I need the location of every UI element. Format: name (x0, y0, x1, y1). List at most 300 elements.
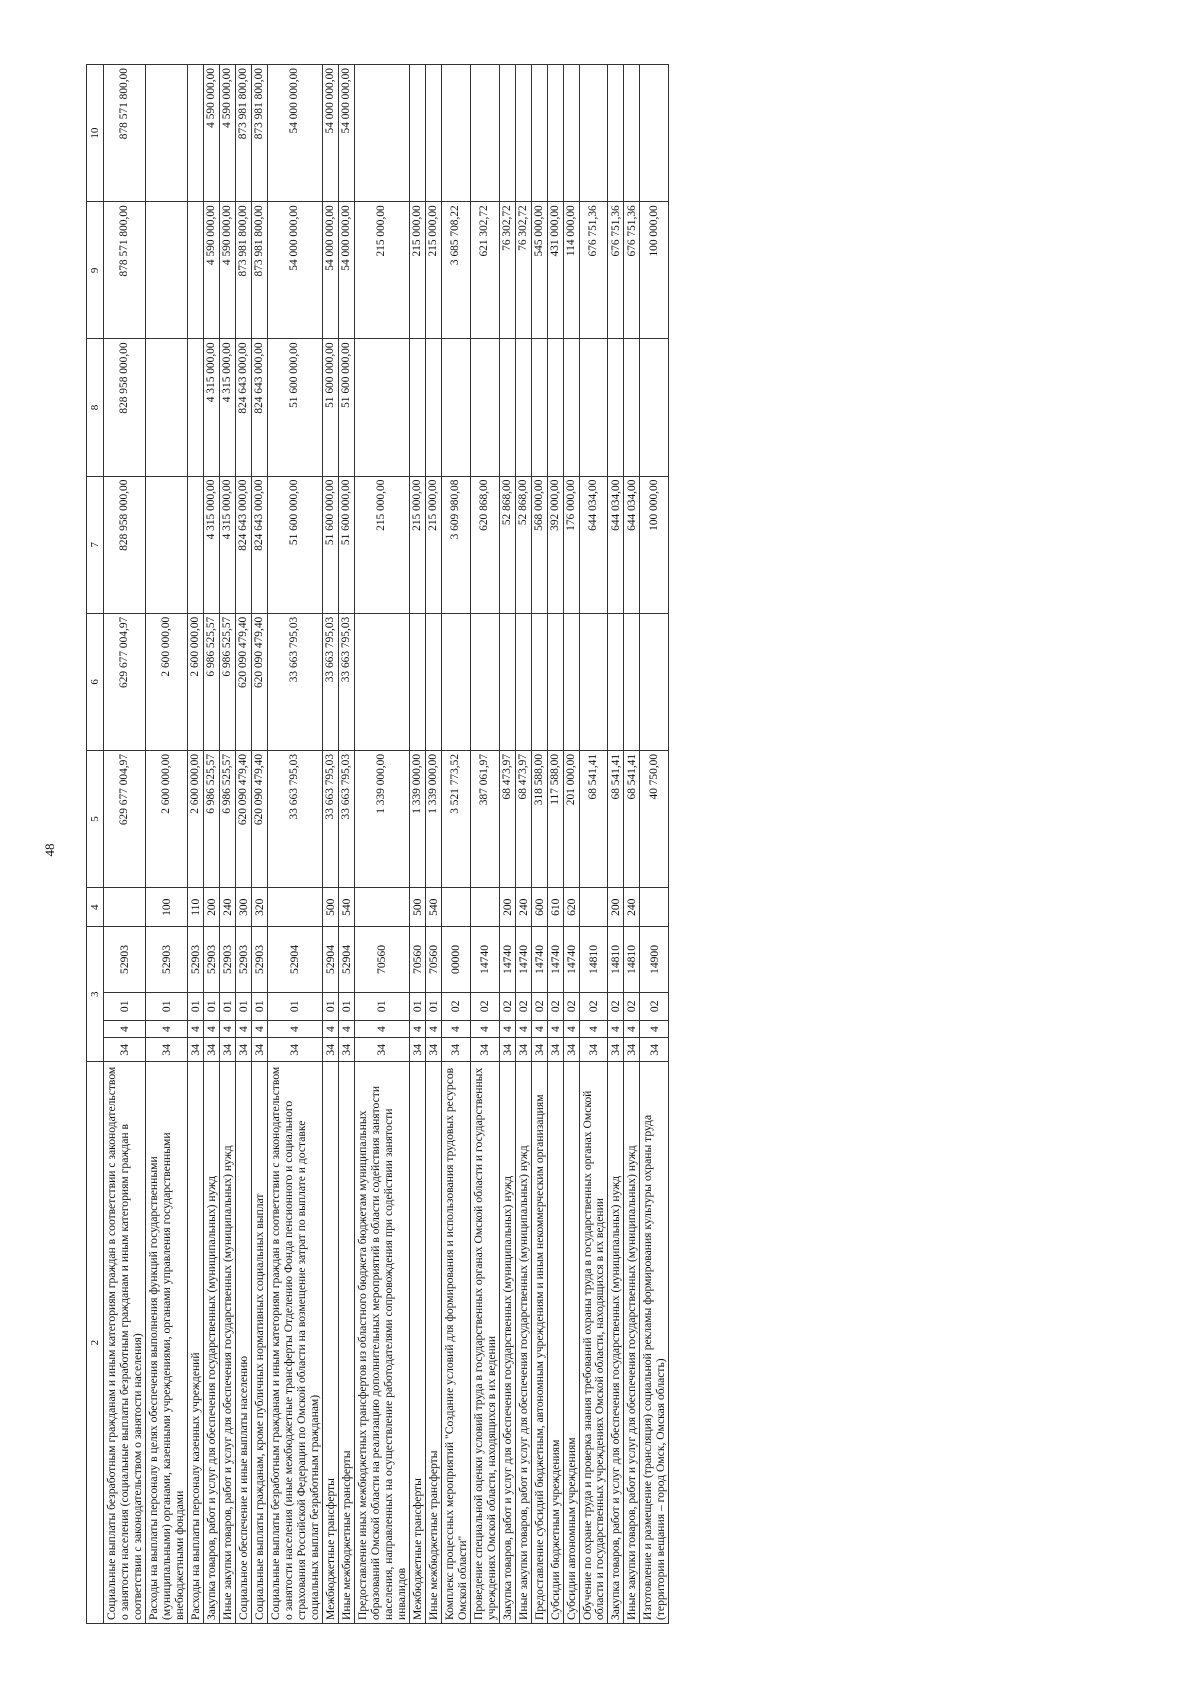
code-part-2: 4 (409, 1020, 425, 1037)
table-row (547, 65, 563, 1624)
value-col-10: 54 000 000,00 (338, 65, 354, 202)
value-col-5: 33 663 795,03 (267, 750, 322, 887)
code-part-4: 70560 (409, 927, 425, 992)
value-col-10: 873 981 800,00 (235, 65, 251, 202)
value-col-6: 33 663 795,03 (322, 613, 338, 750)
code-part-3: 02 (470, 992, 499, 1020)
row-name-cell: Субсидии бюджетным учреждениям (547, 1062, 563, 1624)
value-col-7: 51 600 000,00 (338, 476, 354, 613)
header-cell: 4 (87, 888, 104, 927)
row-name-cell: Закупка товаров, работ и услуг для обеспечения государственных (муниципальных) нужд (203, 1062, 219, 1624)
code-part-3: 01 (203, 992, 219, 1020)
code-part-1: 34 (338, 1038, 354, 1062)
value-col-5: 1 339 000,00 (409, 750, 425, 887)
header-row (87, 65, 104, 1624)
value-col-8: 51 600 000,00 (267, 339, 322, 476)
expense-type-code: 500 (322, 888, 338, 927)
value-col-8 (640, 339, 669, 476)
code-part-4: 52903 (235, 927, 251, 992)
row-name-cell: Иные закупки товаров, работ и услуг для обеспечения государственных (муниципальных) нужд (515, 1062, 531, 1624)
code-part-2: 4 (579, 1020, 608, 1037)
table-row (579, 65, 608, 1624)
table-row (267, 65, 322, 1624)
value-col-9: 621 302,72 (470, 202, 499, 339)
code-part-1: 34 (579, 1038, 608, 1062)
code-part-3: 02 (579, 992, 608, 1020)
row-name-cell: Социальные выплаты безработным гражданам и иным категориям граждан в соответствии с законодательством о занятости населения (иные межбюджетные трансферты Отделению Фонда пенсионного и социального страхования Российской Федерации по Омской области на возмещение затрат по выплате и доставке социальных выплат безработным гражданам) (267, 1062, 322, 1624)
row-name-cell: Социальное обеспечение и иные выплаты населению (235, 1062, 251, 1624)
code-part-3: 02 (515, 992, 531, 1020)
code-part-1: 34 (470, 1038, 499, 1062)
value-col-6 (441, 613, 470, 750)
code-part-2: 4 (640, 1020, 669, 1037)
value-col-8 (499, 339, 515, 476)
code-part-3: 02 (608, 992, 624, 1020)
code-part-2: 4 (441, 1020, 470, 1037)
value-col-7: 644 034,00 (579, 476, 608, 613)
code-part-3: 02 (640, 992, 669, 1020)
row-name-cell: Субсидии автономным учреждениям (563, 1062, 579, 1624)
value-col-7: 824 643 000,00 (235, 476, 251, 613)
code-part-4: 70560 (354, 927, 409, 992)
value-col-7: 828 958 000,00 (104, 476, 146, 613)
value-col-8 (608, 339, 624, 476)
value-col-8 (531, 339, 547, 476)
expense-type-code: 320 (251, 888, 267, 927)
row-name-cell: Социальные выплаты безработным гражданам и иным категориям граждан в соответствии с законодательством о занятости населения (социальные выплаты безработным гражданам и иным категориям граждан в соответствии с законодательством о занятости населения) (104, 1062, 146, 1624)
value-col-9: 873 981 800,00 (251, 202, 267, 339)
code-part-1: 34 (145, 1038, 187, 1062)
expense-type-code (104, 888, 146, 927)
expense-type-code: 110 (187, 888, 203, 927)
code-part-2: 4 (608, 1020, 624, 1037)
value-col-10 (425, 65, 441, 202)
code-part-4: 52904 (338, 927, 354, 992)
code-part-2: 4 (515, 1020, 531, 1037)
value-col-9: 3 685 708,22 (441, 202, 470, 339)
value-col-7: 3 609 980,08 (441, 476, 470, 613)
value-col-9: 215 000,00 (425, 202, 441, 339)
value-col-8 (425, 339, 441, 476)
value-col-7: 4 315 000,00 (203, 476, 219, 613)
row-name-cell: Иные закупки товаров, работ и услуг для обеспечения государственных (муниципальных) нужд (624, 1062, 640, 1624)
value-col-10 (531, 65, 547, 202)
row-name-cell: Закупка товаров, работ и услуг для обеспечения государственных (муниципальных) нужд (608, 1062, 624, 1624)
code-part-1: 34 (203, 1038, 219, 1062)
value-col-9: 4 590 000,00 (219, 202, 235, 339)
value-col-10: 4 590 000,00 (203, 65, 219, 202)
code-part-1: 34 (441, 1038, 470, 1062)
value-col-9: 676 751,36 (624, 202, 640, 339)
code-part-4: 14810 (608, 927, 624, 992)
code-part-3: 01 (187, 992, 203, 1020)
value-col-7: 52 868,00 (515, 476, 531, 613)
value-col-9: 676 751,36 (579, 202, 608, 339)
value-col-7: 215 000,00 (409, 476, 425, 613)
value-col-5: 6 986 525,57 (219, 750, 235, 887)
value-col-6 (425, 613, 441, 750)
table-row (145, 65, 187, 1624)
code-part-4: 14740 (470, 927, 499, 992)
table-row (499, 65, 515, 1624)
value-col-7: 52 868,00 (499, 476, 515, 613)
code-part-2: 4 (322, 1020, 338, 1037)
expense-type-code (267, 888, 322, 927)
value-col-10 (441, 65, 470, 202)
value-col-7: 4 315 000,00 (219, 476, 235, 613)
table-row (187, 65, 203, 1624)
value-col-9: 215 000,00 (354, 202, 409, 339)
expense-type-code: 200 (203, 888, 219, 927)
code-part-4: 52903 (145, 927, 187, 992)
value-col-7: 644 034,00 (608, 476, 624, 613)
value-col-6 (354, 613, 409, 750)
code-part-1: 34 (624, 1038, 640, 1062)
code-part-1: 34 (219, 1038, 235, 1062)
value-col-5: 117 588,00 (547, 750, 563, 887)
table-row (219, 65, 235, 1624)
value-col-8 (441, 339, 470, 476)
expense-type-code: 200 (499, 888, 515, 927)
page-number: 48 (42, 843, 57, 857)
code-part-2: 4 (104, 1020, 146, 1037)
code-part-1: 34 (409, 1038, 425, 1062)
value-col-8: 824 643 000,00 (251, 339, 267, 476)
value-col-10 (515, 65, 531, 202)
value-col-7: 51 600 000,00 (322, 476, 338, 613)
row-name-cell: Комплекс процессных мероприятий "Создание условий для формирования и использования трудовых ресурсов Омской области" (441, 1062, 470, 1624)
value-col-6 (563, 613, 579, 750)
row-name-cell: Предоставление субсидий бюджетным, автономным учреждениям и иным некоммерческим организациям (531, 1062, 547, 1624)
code-part-2: 4 (354, 1020, 409, 1037)
value-col-5: 387 061,97 (470, 750, 499, 887)
table-row (515, 65, 531, 1624)
table-row (640, 65, 669, 1624)
value-col-5: 6 986 525,57 (203, 750, 219, 887)
value-col-6: 629 677 004,97 (104, 613, 146, 750)
value-col-7: 568 000,00 (531, 476, 547, 613)
value-col-8: 51 600 000,00 (322, 339, 338, 476)
value-col-8 (409, 339, 425, 476)
value-col-8 (563, 339, 579, 476)
value-col-10 (579, 65, 608, 202)
table-row (409, 65, 425, 1624)
header-cell: 2 (87, 1062, 104, 1624)
value-col-8: 51 600 000,00 (338, 339, 354, 476)
header-cell: 10 (87, 65, 104, 202)
row-name-cell: Иные закупки товаров, работ и услуг для обеспечения государственных (муниципальных) нужд (219, 1062, 235, 1624)
row-name-cell: Закупка товаров, работ и услуг для обеспечения государственных (муниципальных) нужд (499, 1062, 515, 1624)
code-part-4: 14900 (640, 927, 669, 992)
code-part-4: 00000 (441, 927, 470, 992)
table-row (563, 65, 579, 1624)
value-col-8 (547, 339, 563, 476)
value-col-8 (515, 339, 531, 476)
expense-type-code: 100 (145, 888, 187, 927)
value-col-5: 3 521 773,52 (441, 750, 470, 887)
value-col-9: 54 000 000,00 (267, 202, 322, 339)
code-part-1: 34 (531, 1038, 547, 1062)
value-col-10 (563, 65, 579, 202)
table-row (322, 65, 338, 1624)
value-col-10: 4 590 000,00 (219, 65, 235, 202)
value-col-7: 100 000,00 (640, 476, 669, 613)
value-col-6 (624, 613, 640, 750)
row-name-cell: Расходы на выплаты персоналу казенных учреждений (187, 1062, 203, 1624)
table-row (338, 65, 354, 1624)
expense-type-code: 610 (547, 888, 563, 927)
code-part-3: 01 (251, 992, 267, 1020)
table-row (470, 65, 499, 1624)
code-part-1: 34 (547, 1038, 563, 1062)
value-col-9: 878 571 800,00 (104, 202, 146, 339)
expense-type-code: 300 (235, 888, 251, 927)
value-col-9: 4 590 000,00 (203, 202, 219, 339)
expense-type-code: 240 (515, 888, 531, 927)
value-col-5: 2 600 000,00 (145, 750, 187, 887)
code-part-4: 52903 (104, 927, 146, 992)
code-part-2: 4 (499, 1020, 515, 1037)
value-col-7 (187, 476, 203, 613)
value-col-6: 620 090 479,40 (251, 613, 267, 750)
value-col-8 (470, 339, 499, 476)
row-name-cell: Иные межбюджетные трансферты (338, 1062, 354, 1624)
value-col-9 (187, 202, 203, 339)
code-part-3: 01 (409, 992, 425, 1020)
value-col-5: 318 588,00 (531, 750, 547, 887)
value-col-9: 676 751,36 (608, 202, 624, 339)
row-name-cell: Предоставление иных межбюджетных трансфертов из областного бюджета бюджетам муниципальных образований Омской области на реализацию дополнительных мероприятий в области содействия занятости населения, направленных на осуществление работодателями сопровождения при содействии занятости инвалидов (354, 1062, 409, 1624)
code-part-2: 4 (563, 1020, 579, 1037)
value-col-7: 824 643 000,00 (251, 476, 267, 613)
value-col-10 (187, 65, 203, 202)
code-part-1: 34 (187, 1038, 203, 1062)
value-col-5: 1 339 000,00 (354, 750, 409, 887)
code-part-2: 4 (145, 1020, 187, 1037)
value-col-8: 824 643 000,00 (235, 339, 251, 476)
code-part-2: 4 (219, 1020, 235, 1037)
code-part-4: 52903 (203, 927, 219, 992)
value-col-9: 54 000 000,00 (322, 202, 338, 339)
value-col-5: 620 090 479,40 (251, 750, 267, 887)
code-part-1: 34 (608, 1038, 624, 1062)
row-name-cell: Социальные выплаты гражданам, кроме публичных нормативных социальных выплат (251, 1062, 267, 1624)
value-col-7: 620 868,00 (470, 476, 499, 613)
expense-type-code: 500 (409, 888, 425, 927)
expense-type-code (354, 888, 409, 927)
row-name-cell: Иные межбюджетные трансферты (425, 1062, 441, 1624)
expense-type-code (640, 888, 669, 927)
value-col-6 (579, 613, 608, 750)
value-col-7: 644 034,00 (624, 476, 640, 613)
expense-type-code: 620 (563, 888, 579, 927)
code-part-2: 4 (338, 1020, 354, 1037)
value-col-10: 54 000 000,00 (267, 65, 322, 202)
code-part-1: 34 (235, 1038, 251, 1062)
value-col-8: 4 315 000,00 (203, 339, 219, 476)
value-col-10 (499, 65, 515, 202)
header-cell: 3 (87, 927, 104, 1062)
value-col-7: 215 000,00 (425, 476, 441, 613)
value-col-10: 54 000 000,00 (322, 65, 338, 202)
value-col-6 (499, 613, 515, 750)
code-part-4: 14740 (563, 927, 579, 992)
value-col-6 (608, 613, 624, 750)
expense-type-code: 540 (338, 888, 354, 927)
code-part-3: 02 (499, 992, 515, 1020)
value-col-6: 2 600 000,00 (187, 613, 203, 750)
code-part-2: 4 (425, 1020, 441, 1037)
table-row (235, 65, 251, 1624)
value-col-10: 878 571 800,00 (104, 65, 146, 202)
expense-type-code: 200 (608, 888, 624, 927)
code-part-2: 4 (547, 1020, 563, 1037)
value-col-10 (547, 65, 563, 202)
value-col-8 (187, 339, 203, 476)
table-row (441, 65, 470, 1624)
code-part-4: 52903 (187, 927, 203, 992)
expense-type-code (579, 888, 608, 927)
value-col-6: 2 600 000,00 (145, 613, 187, 750)
code-part-3: 01 (425, 992, 441, 1020)
expense-type-code (470, 888, 499, 927)
value-col-6 (547, 613, 563, 750)
code-part-4: 52903 (219, 927, 235, 992)
code-part-3: 02 (563, 992, 579, 1020)
code-part-3: 01 (338, 992, 354, 1020)
value-col-6: 33 663 795,03 (338, 613, 354, 750)
value-col-5: 68 541,41 (624, 750, 640, 887)
expense-type-code: 600 (531, 888, 547, 927)
code-part-4: 14740 (547, 927, 563, 992)
code-part-3: 02 (531, 992, 547, 1020)
code-part-4: 14810 (624, 927, 640, 992)
value-col-5: 33 663 795,03 (338, 750, 354, 887)
value-col-10 (409, 65, 425, 202)
code-part-4: 70560 (425, 927, 441, 992)
value-col-5: 68 541,41 (579, 750, 608, 887)
value-col-9 (145, 202, 187, 339)
row-name-cell: Расходы на выплаты персоналу в целях обеспечения выполнения функций государственными (муниципальными) органами, казенными учреждениями, органами управления государственными внебюджетными фондами (145, 1062, 187, 1624)
value-col-8 (579, 339, 608, 476)
code-part-2: 4 (531, 1020, 547, 1037)
code-part-4: 14740 (515, 927, 531, 992)
expense-type-code: 240 (219, 888, 235, 927)
value-col-10 (608, 65, 624, 202)
row-name-cell: Изготовление и размещение (трансляция) социальной рекламы формирования культуры охраны труда (территории вещания – город Омск, Омская область) (640, 1062, 669, 1624)
row-name-cell: Обучение по охране труда и проверка знания требований охраны труда в государственных органах Омской области и государственных учреждениях Омской области, находящихся в их ведении (579, 1062, 608, 1624)
table-row (608, 65, 624, 1624)
table-row (354, 65, 409, 1624)
value-col-9: 100 000,00 (640, 202, 669, 339)
value-col-7: 215 000,00 (354, 476, 409, 613)
expense-type-code (441, 888, 470, 927)
code-part-1: 34 (267, 1038, 322, 1062)
code-part-3: 01 (235, 992, 251, 1020)
code-part-4: 14740 (499, 927, 515, 992)
value-col-9: 76 302,72 (499, 202, 515, 339)
code-part-2: 4 (203, 1020, 219, 1037)
table-row (425, 65, 441, 1624)
code-part-4: 52904 (322, 927, 338, 992)
value-col-8 (145, 339, 187, 476)
code-part-3: 02 (624, 992, 640, 1020)
header-cell: 6 (87, 613, 104, 750)
code-part-2: 4 (251, 1020, 267, 1037)
row-name-cell: Проведение специальной оценки условий труда в государственных органах Омской области и государственных учреждениях Омской области, находящихся в их ведении (470, 1062, 499, 1624)
value-col-8: 4 315 000,00 (219, 339, 235, 476)
code-part-3: 01 (145, 992, 187, 1020)
value-col-6: 33 663 795,03 (267, 613, 322, 750)
code-part-1: 34 (425, 1038, 441, 1062)
value-col-6 (515, 613, 531, 750)
value-col-9: 54 000 000,00 (338, 202, 354, 339)
value-col-6: 6 986 525,57 (203, 613, 219, 750)
code-part-2: 4 (267, 1020, 322, 1037)
code-part-2: 4 (187, 1020, 203, 1037)
value-col-5: 68 541,41 (608, 750, 624, 887)
code-part-1: 34 (354, 1038, 409, 1062)
value-col-8 (624, 339, 640, 476)
code-part-4: 52904 (267, 927, 322, 992)
value-col-10 (640, 65, 669, 202)
value-col-10 (470, 65, 499, 202)
code-part-4: 14740 (531, 927, 547, 992)
table-row (531, 65, 547, 1624)
code-part-2: 4 (235, 1020, 251, 1037)
code-part-1: 34 (515, 1038, 531, 1062)
value-col-9: 431 000,00 (547, 202, 563, 339)
code-part-1: 34 (104, 1038, 146, 1062)
value-col-6 (531, 613, 547, 750)
code-part-3: 01 (354, 992, 409, 1020)
code-part-3: 02 (441, 992, 470, 1020)
row-name-cell: Межбюджетные трансферты (322, 1062, 338, 1624)
value-col-9: 545 000,00 (531, 202, 547, 339)
value-col-6: 6 986 525,57 (219, 613, 235, 750)
code-part-3: 01 (219, 992, 235, 1020)
value-col-5: 33 663 795,03 (322, 750, 338, 887)
value-col-5: 40 750,00 (640, 750, 669, 887)
value-col-5: 68 473,97 (515, 750, 531, 887)
value-col-6 (409, 613, 425, 750)
header-cell: 9 (87, 202, 104, 339)
code-part-1: 34 (322, 1038, 338, 1062)
table-row (624, 65, 640, 1624)
budget-table (86, 64, 669, 1624)
code-part-3: 01 (267, 992, 322, 1020)
code-part-3: 01 (322, 992, 338, 1020)
value-col-8: 828 958 000,00 (104, 339, 146, 476)
code-part-4: 52903 (251, 927, 267, 992)
header-cell: 5 (87, 750, 104, 887)
value-col-5: 620 090 479,40 (235, 750, 251, 887)
value-col-10 (145, 65, 187, 202)
header-cell: 7 (87, 476, 104, 613)
value-col-9: 873 981 800,00 (235, 202, 251, 339)
value-col-5: 201 000,00 (563, 750, 579, 887)
value-col-7: 176 000,00 (563, 476, 579, 613)
table-row (251, 65, 267, 1624)
code-part-1: 34 (251, 1038, 267, 1062)
row-name-cell: Межбюджетные трансферты (409, 1062, 425, 1624)
code-part-1: 34 (499, 1038, 515, 1062)
expense-type-code: 240 (624, 888, 640, 927)
code-part-2: 4 (470, 1020, 499, 1037)
value-col-5: 2 600 000,00 (187, 750, 203, 887)
value-col-8 (354, 339, 409, 476)
value-col-5: 68 473,97 (499, 750, 515, 887)
